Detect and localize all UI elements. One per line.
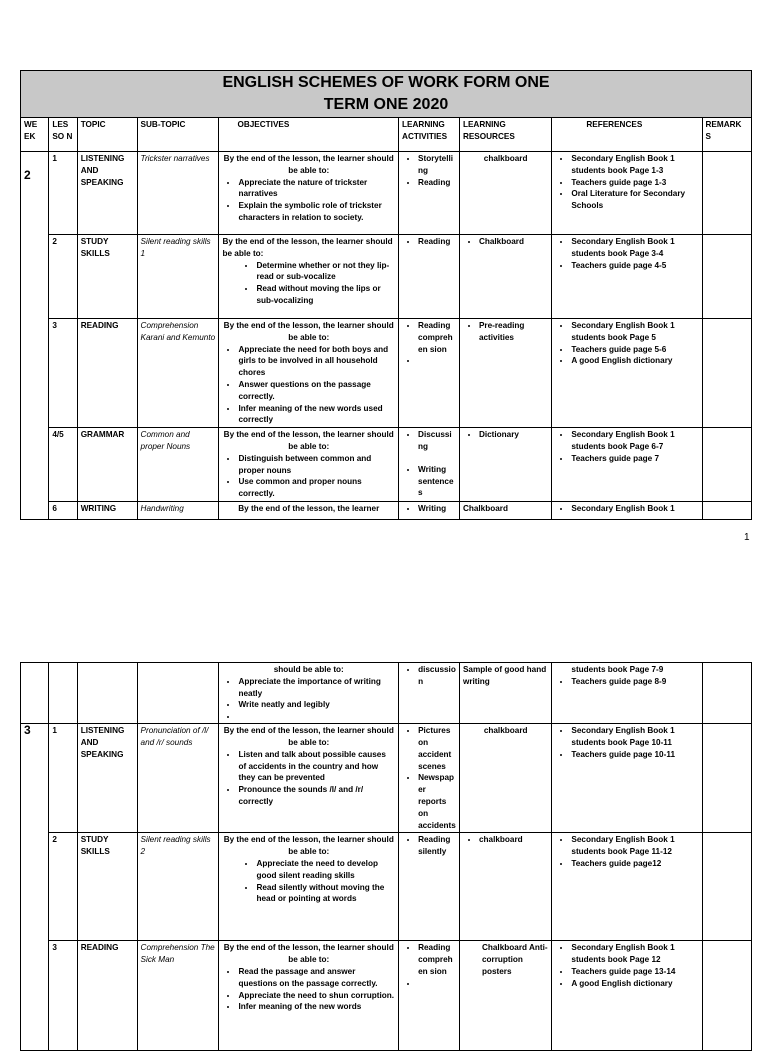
objective-intro: By the end of the lesson, the learner should be able to: bbox=[223, 154, 394, 175]
resources-cell bbox=[459, 235, 551, 319]
table-row bbox=[21, 833, 752, 941]
list-item: • Appreciate the need to develop good silent reading skills bbox=[256, 858, 395, 882]
list-item: • A good English dictionary bbox=[571, 355, 698, 367]
objectives-cell bbox=[219, 152, 399, 235]
list-item: • Reading comprehen sion bbox=[418, 942, 456, 977]
lesson-number: 2 bbox=[49, 833, 77, 941]
header-topic: TOPIC bbox=[77, 118, 137, 152]
page-2 bbox=[20, 662, 752, 1051]
lesson-number: 1 bbox=[49, 724, 77, 833]
objective-intro: should be able to: bbox=[273, 665, 344, 674]
objective-intro: By the end of the lesson, the learner should be able to: bbox=[222, 237, 393, 258]
header-activities: LEARNING ACTIVITIES bbox=[399, 118, 460, 152]
week-number: 2 bbox=[21, 152, 49, 520]
title-line-2: TERM ONE 2020 bbox=[323, 96, 449, 113]
week-number: 3 bbox=[21, 724, 49, 1051]
list-item: • Discussing bbox=[418, 429, 456, 453]
resources-cell: Chalkboard Anti-corruption posters bbox=[459, 941, 551, 1051]
objective-intro: By the end of the lesson, the learner should be able to: bbox=[223, 943, 394, 965]
list-item: • Reading silently bbox=[418, 834, 456, 858]
list-item: • Secondary English Book 1 students book Page 6-7 bbox=[571, 429, 698, 453]
list-item: • Newspaper reports on accidents bbox=[418, 772, 456, 831]
objectives-cell bbox=[219, 235, 399, 319]
topic-cell: GRAMMAR bbox=[77, 428, 137, 502]
page-number: 1 bbox=[744, 532, 750, 543]
references-cell bbox=[552, 319, 702, 428]
header-remarks: REMARK S bbox=[702, 118, 751, 152]
topic-cell: STUDY SKILLS bbox=[77, 833, 137, 941]
list-item: • Secondary English Book 1 students book Page 3-4 bbox=[571, 236, 698, 260]
list-item: • Explain the symbolic role of trickster characters in relation to society. bbox=[238, 200, 395, 224]
remarks-cell bbox=[702, 319, 751, 428]
header-references: REFERENCES bbox=[552, 118, 702, 152]
topic-cell bbox=[77, 663, 137, 724]
subtopic-cell: Comprehension Karani and Kemunto bbox=[137, 319, 219, 428]
remarks-cell bbox=[702, 833, 751, 941]
objectives-cell bbox=[219, 319, 399, 428]
resources-cell: Chalkboard bbox=[459, 501, 551, 519]
document-title bbox=[21, 71, 752, 118]
week-number bbox=[21, 663, 49, 724]
list-item: • Appreciate the importance of writing neatly bbox=[238, 676, 395, 700]
lesson-number: 6 bbox=[49, 501, 77, 519]
objectives-cell bbox=[219, 833, 399, 941]
activities-cell bbox=[399, 663, 460, 724]
list-item: • Teachers guide page 4-5 bbox=[571, 260, 698, 272]
list-item: • Reading bbox=[418, 177, 456, 189]
list-item: • Read without moving the lips or sub-vocalizing bbox=[256, 283, 395, 307]
activities-cell bbox=[399, 428, 460, 502]
list-item: • Appreciate the need for both boys and girls to be involved in all household chores bbox=[238, 344, 395, 379]
remarks-cell bbox=[702, 428, 751, 502]
remarks-cell bbox=[702, 663, 751, 724]
table-row bbox=[21, 501, 752, 519]
list-item: • Teachers guide page 1-3 bbox=[571, 177, 698, 189]
activities-cell bbox=[399, 501, 460, 519]
remarks-cell bbox=[702, 235, 751, 319]
topic-cell: WRITING bbox=[77, 501, 137, 519]
activities-cell bbox=[399, 235, 460, 319]
remarks-cell bbox=[702, 501, 751, 519]
topic-cell: STUDY SKILLS bbox=[77, 235, 137, 319]
references-cell bbox=[552, 941, 702, 1051]
header-week: WE EK bbox=[21, 118, 49, 152]
list-item: • Secondary English Book 1 students book Page 1-3 bbox=[571, 153, 698, 177]
list-item: • Secondary English Book 1 students book Page 5 bbox=[571, 320, 698, 344]
remarks-cell bbox=[702, 152, 751, 235]
list-item: • Teachers guide page 10-11 bbox=[571, 749, 698, 761]
list-item: • Teachers guide page 8-9 bbox=[571, 676, 698, 688]
list-item: • Teachers guide page 13-14 bbox=[571, 966, 698, 978]
resources-cell bbox=[459, 319, 551, 428]
list-item: • Secondary English Book 1 students book Page 11-12 bbox=[571, 834, 698, 858]
objective-intro: By the end of the lesson, the learner should be able to: bbox=[223, 726, 394, 747]
references-cell bbox=[552, 501, 702, 519]
list-item: • Appreciate the need to shun corruption. bbox=[238, 990, 395, 1002]
page-1 bbox=[20, 70, 752, 520]
schemes-table-page-2 bbox=[20, 662, 752, 1051]
objective-intro: By the end of the lesson, the learner should be able to: bbox=[223, 835, 394, 857]
list-item bbox=[418, 355, 456, 366]
list-item: • Teachers guide page 5-6 bbox=[571, 344, 698, 356]
objective-intro: By the end of the lesson, the learner should be able to: bbox=[223, 430, 394, 451]
subtopic-cell: Silent reading skills 1 bbox=[137, 235, 219, 319]
list-item: • Answer questions on the passage correctly. bbox=[238, 379, 395, 403]
list-item: • Secondary English Book 1 students book Page 12 bbox=[571, 942, 698, 966]
list-item: • discussion bbox=[418, 664, 456, 688]
resources-cell: chalkboard bbox=[459, 724, 551, 833]
list-item: • Use common and proper nouns correctly. bbox=[238, 476, 395, 500]
references-cell bbox=[552, 663, 702, 724]
topic-cell: READING bbox=[77, 319, 137, 428]
objectives-cell bbox=[219, 428, 399, 502]
title-line-1: ENGLISH SCHEMES OF WORK FORM ONE bbox=[222, 74, 550, 91]
subtopic-cell: Handwriting bbox=[137, 501, 219, 519]
objectives-cell bbox=[219, 941, 399, 1051]
remarks-cell bbox=[702, 724, 751, 833]
list-item: • Storytelling bbox=[418, 153, 456, 177]
activities-cell bbox=[399, 941, 460, 1051]
table-row bbox=[21, 724, 752, 833]
list-item: • Secondary English Book 1 bbox=[571, 503, 698, 515]
topic-cell: LISTENING AND SPEAKING bbox=[77, 724, 137, 833]
list-item: • Write neatly and legibly bbox=[238, 699, 395, 711]
list-item: • Listen and talk about possible causes of accidents in the country and how they can be prevented bbox=[238, 749, 395, 784]
list-item bbox=[238, 711, 395, 722]
table-row bbox=[21, 235, 752, 319]
schemes-table-page-1 bbox=[20, 70, 752, 520]
table-row bbox=[21, 319, 752, 428]
resources-cell: chalkboard bbox=[459, 152, 551, 235]
subtopic-cell: Trickster narratives bbox=[137, 152, 219, 235]
list-item: • Teachers guide page 7 bbox=[571, 453, 698, 465]
list-item: • A good English dictionary bbox=[571, 978, 698, 990]
activities-cell bbox=[399, 833, 460, 941]
topic-cell: LISTENING AND SPEAKING bbox=[77, 152, 137, 235]
table-row bbox=[21, 663, 752, 724]
references-cell bbox=[552, 235, 702, 319]
remarks-cell bbox=[702, 941, 751, 1051]
list-item: • Writing bbox=[418, 503, 456, 515]
table-row bbox=[21, 152, 752, 235]
objective-intro: By the end of the lesson, the learner should be able to: bbox=[223, 321, 394, 342]
references-cell bbox=[552, 833, 702, 941]
header-objectives: OBJECTIVES bbox=[219, 118, 399, 152]
list-item: • Reading comprehen sion bbox=[418, 320, 456, 355]
references-cell bbox=[552, 724, 702, 833]
header-resources: LEARNING RESOURCES bbox=[459, 118, 551, 152]
subtopic-cell: Common and proper Nouns bbox=[137, 428, 219, 502]
header-row bbox=[21, 118, 752, 152]
activities-cell bbox=[399, 319, 460, 428]
list-item: • Infer meaning of the new words used correctly bbox=[238, 403, 395, 427]
list-item: • Pictures on accident scenes bbox=[418, 725, 456, 772]
list-item: • Distinguish between common and proper nouns bbox=[238, 453, 395, 477]
list-item: • Teachers guide page12 bbox=[571, 858, 698, 870]
references-cell bbox=[552, 428, 702, 502]
resources-cell bbox=[459, 428, 551, 502]
reference-continued: students book Page 7-9 bbox=[571, 665, 664, 674]
subtopic-cell bbox=[137, 663, 219, 724]
objectives-cell: By the end of the lesson, the learner bbox=[219, 501, 399, 519]
list-item: • Oral Literature for Secondary Schools bbox=[571, 188, 698, 212]
table-row bbox=[21, 428, 752, 502]
lesson-number: 1 bbox=[49, 152, 77, 235]
lesson-number: 3 bbox=[49, 319, 77, 428]
list-item: • chalkboard bbox=[479, 834, 548, 846]
subtopic-cell: Silent reading skills 2 bbox=[137, 833, 219, 941]
resources-cell: Sample of good hand writing bbox=[459, 663, 551, 724]
lesson-number: 3 bbox=[49, 941, 77, 1051]
list-item: • Reading bbox=[418, 236, 456, 248]
lesson-number bbox=[49, 663, 77, 724]
resources-cell bbox=[459, 833, 551, 941]
header-lesson: LES SO N bbox=[49, 118, 77, 152]
subtopic-cell: Comprehension The Sick Man bbox=[137, 941, 219, 1051]
header-subtopic: SUB-TOPIC bbox=[137, 118, 219, 152]
objectives-cell bbox=[219, 724, 399, 833]
objectives-cell bbox=[219, 663, 399, 724]
list-item: • Appreciate the nature of trickster narratives bbox=[238, 177, 395, 201]
activities-cell bbox=[399, 152, 460, 235]
list-item: • Secondary English Book 1 students book Page 10-11 bbox=[571, 725, 698, 749]
list-item: • Pre-reading activities bbox=[479, 320, 548, 344]
list-item: • Pronounce the sounds /l/ and /r/ correctly bbox=[238, 784, 395, 808]
list-item: • Writing sentences bbox=[418, 464, 456, 499]
topic-cell: READING bbox=[77, 941, 137, 1051]
list-item: • Chalkboard bbox=[479, 236, 548, 248]
list-item: • Read the passage and answer questions on the passage correctly. bbox=[238, 966, 395, 990]
subtopic-cell: Pronunciation of /l/ and /r/ sounds bbox=[137, 724, 219, 833]
list-item: • Determine whether or not they lip-read or sub-vocalize bbox=[256, 260, 395, 284]
list-item: • Dictionary bbox=[479, 429, 548, 441]
table-row bbox=[21, 941, 752, 1051]
list-item: • Read silently without moving the head or pointing at words bbox=[256, 882, 395, 906]
list-item: • Infer meaning of the new words bbox=[238, 1001, 395, 1013]
lesson-number: 4/5 bbox=[49, 428, 77, 502]
activities-cell bbox=[399, 724, 460, 833]
list-item bbox=[418, 978, 456, 989]
lesson-number: 2 bbox=[49, 235, 77, 319]
references-cell bbox=[552, 152, 702, 235]
